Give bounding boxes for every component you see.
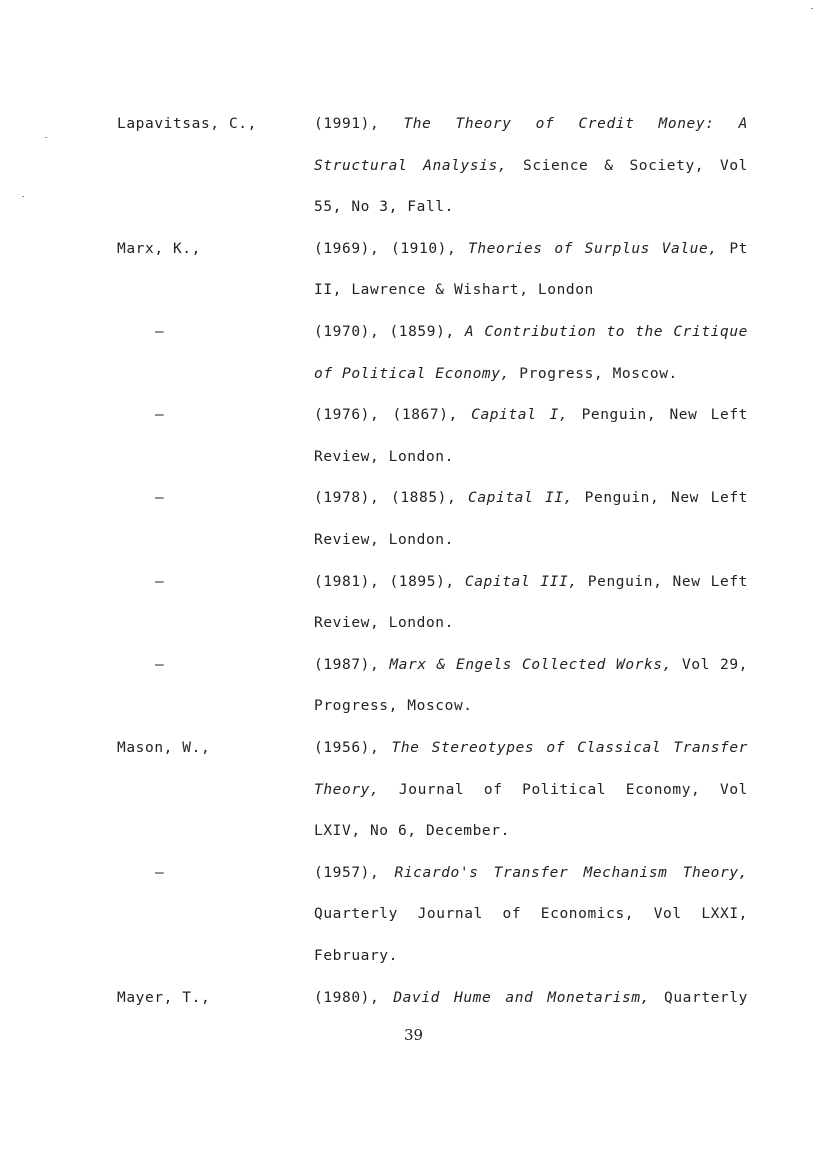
reference-line	[314, 697, 748, 715]
reference-line	[314, 489, 748, 507]
reference-title-segment: Capital I,	[471, 407, 569, 424]
reference-line	[314, 656, 748, 674]
reference-line	[314, 198, 748, 216]
reference-title-segment: of Political Economy,	[314, 365, 510, 382]
reference-text-segment: Review, London.	[314, 615, 454, 632]
reference-line	[314, 739, 748, 757]
reference-title-segment: Structural Analysis,	[314, 157, 508, 174]
reference-text-segment: (1969), (1910),	[314, 240, 468, 257]
reference-title-segment: A Contribution to the Critique	[464, 324, 748, 340]
reference-title-segment: Ricardo's Transfer Mechanism Theory,	[394, 864, 748, 881]
reference-title-segment: Marx & Engels Collected Works,	[389, 656, 672, 673]
reference-text-segment: Penguin, New Left	[572, 490, 748, 507]
reference-text-segment: Review, London.	[314, 448, 454, 465]
reference-text-segment: Review, London.	[314, 532, 454, 548]
reference-text-segment: Progress, Moscow.	[314, 698, 473, 715]
same-author-dash: –	[155, 656, 165, 673]
reference-text-segment: II, Lawrence & Wishart, London	[314, 282, 594, 299]
reference-line	[314, 905, 748, 923]
reference-text-segment: 55, No 3, Fall.	[314, 199, 454, 216]
reference-text-segment: (1987),	[314, 656, 390, 673]
reference-line	[314, 864, 748, 882]
reference-title-segment: Theories of Surplus Value,	[468, 240, 718, 257]
reference-line	[314, 531, 748, 549]
reference-title-segment: David Hume and Monetarism,	[393, 989, 650, 1006]
reference-text-segment: (1957),	[314, 864, 395, 881]
reference-text-segment: (1980),	[314, 989, 394, 1006]
reference-text-segment: (1981), (1895),	[314, 573, 465, 590]
reference-text-segment: Journal of Political Economy, Vol	[379, 781, 748, 798]
reference-line	[314, 614, 748, 632]
reference-line	[314, 281, 748, 299]
reference-title-segment: The Stereotypes of Classical Transfer	[391, 740, 749, 756]
reference-text-segment: Penguin, New Left	[577, 573, 748, 590]
reference-title-segment: Capital III,	[464, 573, 578, 590]
reference-line	[314, 406, 748, 424]
reference-line	[314, 822, 748, 840]
reference-author: Mayer, T.,	[117, 989, 211, 1006]
reference-text-segment: (1976), (1867),	[314, 407, 472, 424]
reference-line	[314, 240, 748, 258]
reference-line	[314, 115, 748, 133]
reference-text-segment: Quarterly	[650, 989, 748, 1006]
reference-text-segment: (1970), (1859),	[314, 324, 465, 340]
reference-title-segment: The Theory of Credit Money: A	[403, 116, 748, 132]
reference-text-segment: Pt	[717, 240, 749, 257]
reference-text-segment: February.	[314, 948, 398, 964]
reference-line	[314, 448, 748, 466]
reference-text-segment: LXIV, No 6, December.	[314, 823, 510, 840]
reference-line	[314, 989, 748, 1007]
same-author-dash: –	[155, 324, 165, 340]
same-author-dash: –	[155, 573, 165, 590]
reference-line	[314, 573, 748, 591]
reference-line	[314, 323, 748, 341]
reference-line	[314, 157, 748, 175]
reference-author: Lapavitsas, C.,	[117, 116, 257, 132]
same-author-dash: –	[155, 407, 165, 424]
reference-text-segment: (1956),	[314, 740, 392, 756]
same-author-dash: –	[155, 864, 165, 881]
page-number: 39	[403, 1026, 424, 1044]
reference-text-segment: (1991),	[314, 116, 404, 132]
reference-author: Marx, K.,	[117, 240, 201, 257]
scan-speck	[45, 137, 47, 138]
reference-author: Mason, W.,	[117, 740, 211, 756]
scan-speck	[22, 196, 24, 197]
reference-text-segment: Progress, Moscow.	[509, 365, 678, 382]
reference-text-segment: Penguin, New Left	[568, 407, 748, 424]
reference-line	[314, 947, 748, 965]
same-author-dash: –	[155, 490, 165, 507]
reference-line	[314, 781, 748, 799]
reference-text-segment: Science & Society, Vol	[507, 157, 748, 174]
reference-title-segment: Theory,	[314, 781, 380, 798]
reference-title-segment: Capital II,	[468, 490, 573, 507]
reference-line	[314, 365, 748, 383]
reference-text-segment: (1978), (1885),	[314, 490, 468, 507]
reference-text-segment: Vol 29,	[671, 656, 748, 673]
reference-text-segment: Quarterly Journal of Economics, Vol LXXI,	[314, 906, 748, 923]
scan-speck	[811, 8, 813, 9]
